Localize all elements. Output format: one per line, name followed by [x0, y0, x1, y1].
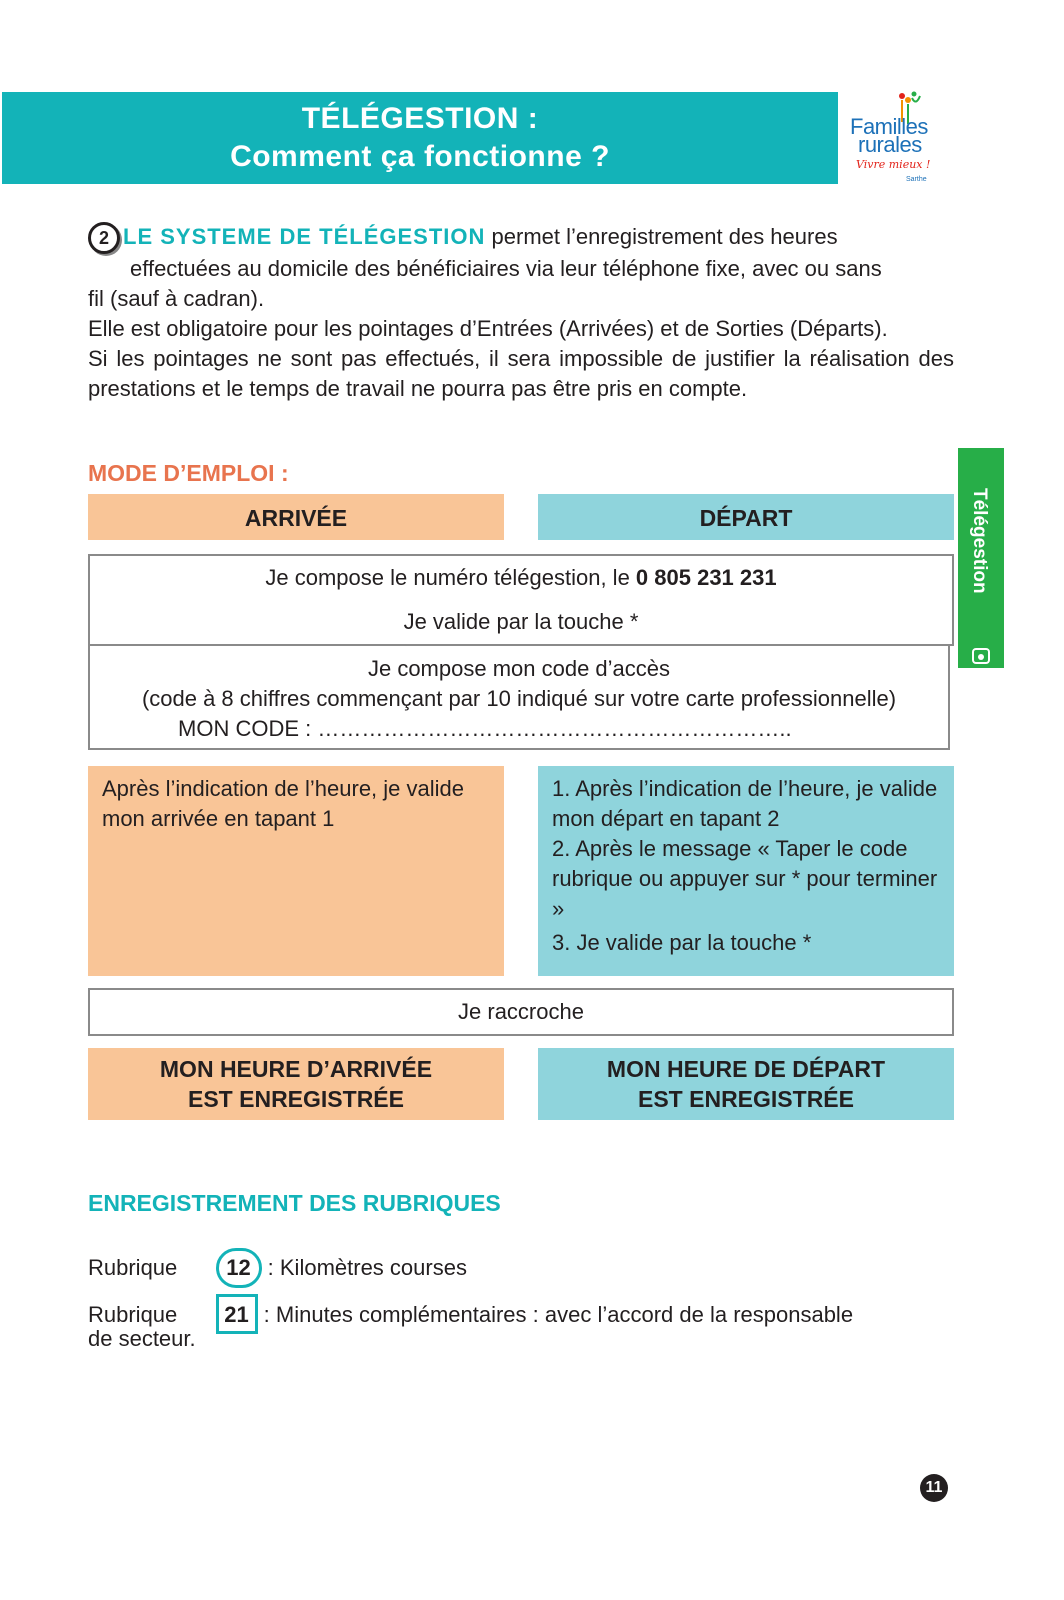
- step-hangup: Je raccroche: [88, 988, 954, 1036]
- step-validate-star: Je valide par la touche *: [88, 600, 954, 646]
- depart-item-2: 2. Après le message « Taper le code rubrique ou appuyer sur * pour terminer »: [552, 836, 938, 921]
- telephone-icon: [972, 648, 990, 664]
- side-tab-label: Télégestion: [969, 488, 990, 594]
- logo-text-line1: Familles: [850, 114, 928, 139]
- depart-item-1: 1. Après l’indication de l’heure, je valide mon départ en tapant 2: [552, 776, 938, 831]
- intro-lead: LE SYSTEME DE TÉLÉGESTION: [123, 224, 486, 249]
- intro-sentence1-a: permet l’enregistrement des heures: [491, 224, 838, 249]
- column-header-arrivee: ARRIVÉE: [88, 494, 504, 540]
- step-dial-text: Je compose le numéro télégestion, le: [265, 565, 636, 590]
- step-access-code: [88, 646, 950, 750]
- rubrique-desc: : Kilomètres courses: [267, 1255, 467, 1280]
- result-arrivee: [88, 1048, 504, 1120]
- logo-text-line2: rurales: [858, 132, 922, 157]
- familles-rurales-logo: [850, 90, 950, 186]
- intro-sentence1-b: effectuées au domicile des bénéficiaires via leur téléphone fixe, avec ou sans: [130, 256, 882, 282]
- rubrique-row-12: [88, 1248, 467, 1288]
- arrivee-instructions: [88, 766, 504, 976]
- page-title-line1: TÉLÉGESTION :: [301, 102, 539, 135]
- rubriques-heading: ENREGISTREMENT DES RUBRIQUES: [88, 1190, 501, 1216]
- intro-sentence3: Si les pointages ne sont pas effectués, il sera impossible de justifier la réalisation des prestations et le temps de travail ne pourra pas être pris en compte.: [88, 346, 954, 402]
- rubrique-desc-continuation: de secteur.: [88, 1326, 196, 1351]
- phone-number: 0 805 231 231: [635, 565, 777, 590]
- step-dial-number: [88, 554, 954, 602]
- side-tab-telegestion: [958, 448, 1004, 668]
- arrivee-text: Après l’indication de l’heure, je valide mon arrivée en tapant 1: [102, 776, 464, 831]
- access-code-line2: (code à 8 chiffres commençant par 10 indiqué sur votre carte professionnelle): [141, 686, 897, 711]
- result-depart-line1: MON HEURE DE DÉPART: [606, 1056, 886, 1082]
- access-code-line3: MON CODE : ………………………………………………………..: [178, 716, 792, 741]
- rubrique-row-21: [88, 1294, 853, 1334]
- page-title-line2: Comment ça fonctionne ?: [230, 140, 610, 173]
- result-depart-line2: EST ENREGISTRÉE: [638, 1086, 854, 1112]
- intro-sentence1-c: fil (sauf à cadran).: [88, 286, 265, 312]
- rubrique-label: Rubrique: [88, 1302, 178, 1327]
- intro-paragraph: [88, 222, 954, 404]
- page-number: 11: [920, 1474, 948, 1502]
- mode-emploi-heading: MODE D’EMPLOI :: [88, 460, 289, 486]
- logo-tagline: Vivre mieux !: [856, 158, 931, 171]
- result-depart: [538, 1048, 954, 1120]
- depart-instructions: [538, 766, 954, 976]
- result-arrivee-line2: EST ENREGISTRÉE: [188, 1086, 404, 1112]
- header-banner: [2, 92, 838, 184]
- access-code-line1: Je compose mon code d’accès: [367, 656, 671, 681]
- rubrique-label: Rubrique: [88, 1255, 178, 1280]
- intro-sentence2: Elle est obligatoire pour les pointages d’Entrées (Arrivées) et de Sorties (Départs).: [88, 316, 888, 342]
- column-header-depart: DÉPART: [538, 494, 954, 540]
- intro-line1: [88, 222, 954, 254]
- step-number-badge: 2: [88, 222, 120, 254]
- rubrique-code-badge: 21: [216, 1294, 258, 1334]
- result-arrivee-line1: MON HEURE D’ARRIVÉE: [159, 1056, 433, 1082]
- rubrique-desc: : Minutes complémentaires : avec l’accord de la responsable: [263, 1302, 854, 1327]
- logo-region: Sarthe: [906, 176, 927, 183]
- rubrique-code-badge: 12: [216, 1248, 262, 1288]
- depart-item-3: 3. Je valide par la touche *: [552, 930, 812, 955]
